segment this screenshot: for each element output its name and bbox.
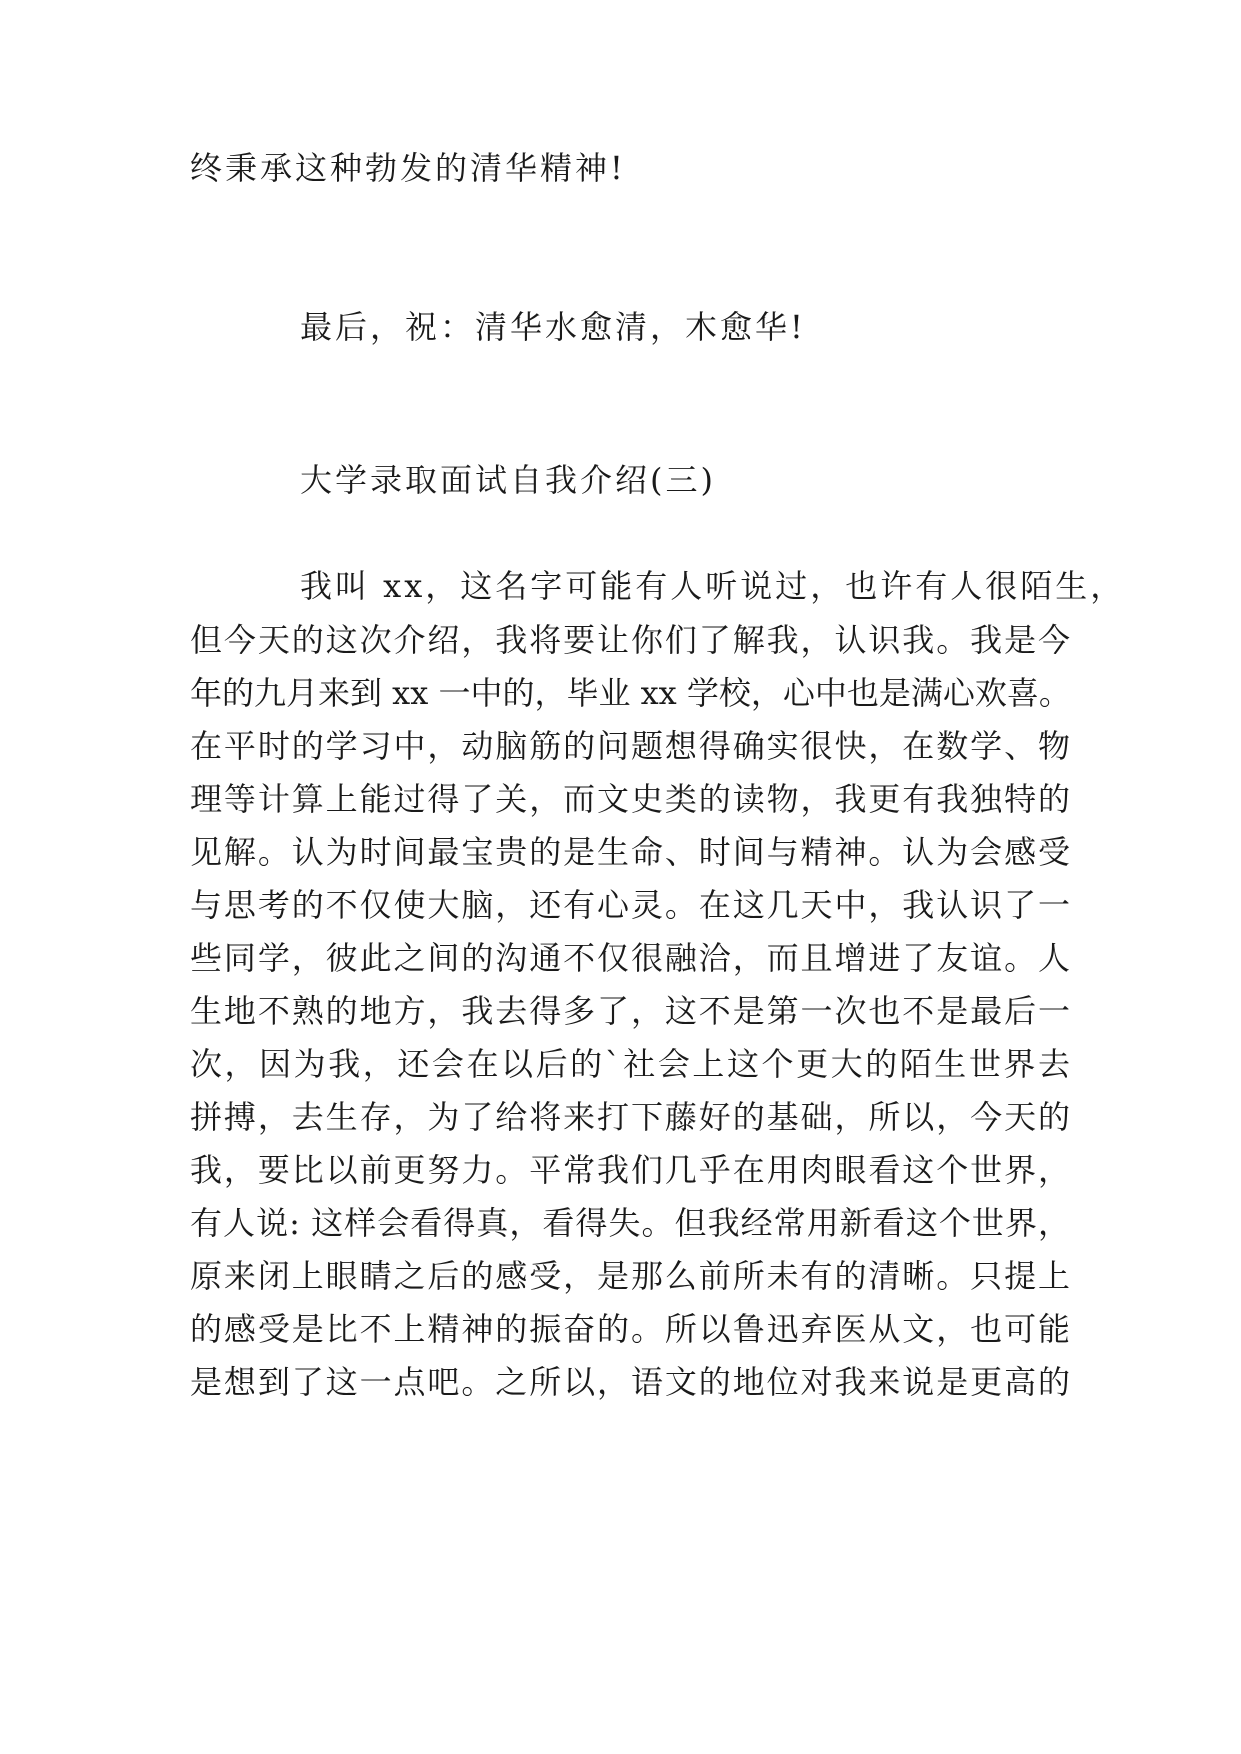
paragraph-line: 生地不熟的地方，我去得多了，这不是第一次也不是最后一 — [190, 992, 1070, 1030]
paragraph-line: 理等计算上能过得了关，而文史类的读物，我更有我独特的 — [190, 780, 1070, 818]
closing-line: 终秉承这种勃发的清华精神! — [190, 149, 626, 187]
section-title: 大学录取面试自我介绍(三) — [300, 461, 716, 499]
paragraph-line: 是想到了这一点吧。之所以，语文的地位对我来说是更高的 — [190, 1363, 1070, 1401]
paragraph-line: 有人说: 这样会看得真，看得失。但我经常用新看这个世界， — [190, 1204, 1070, 1242]
paragraph-line: 我，要比以前更努力。平常我们几乎在用肉眼看这个世界， — [190, 1151, 1070, 1189]
paragraph-line: 但今天的这次介绍，我将要让你们了解我，认识我。我是今 — [190, 621, 1070, 659]
paragraph-line: 次，因为我，还会在以后的`社会上这个更大的陌生世界去 — [190, 1045, 1070, 1083]
paragraph-line: 在平时的学习中，动脑筋的问题想得确实很快，在数学、物 — [190, 727, 1070, 765]
paragraph-line: 的感受是比不上精神的振奋的。所以鲁迅弃医从文，也可能 — [190, 1310, 1070, 1348]
paragraph-line: 些同学，彼此之间的沟通不仅很融洽，而且增进了友谊。人 — [190, 939, 1070, 977]
blessing-line: 最后，祝：清华水愈清，木愈华! — [300, 308, 806, 346]
paragraph-line: 原来闭上眼睛之后的感受，是那么前所未有的清晰。只提上 — [190, 1257, 1070, 1295]
paragraph-line: 年的九月来到 xx 一中的，毕业 xx 学校，心中也是满心欢喜。 — [190, 674, 1071, 712]
paragraph-line: 见解。认为时间最宝贵的是生命、时间与精神。认为会感受 — [190, 833, 1070, 871]
paragraph-line: 我叫 xx，这名字可能有人听说过，也许有人很陌生， — [300, 567, 1126, 605]
paragraph-line: 与思考的不仅使大脑，还有心灵。在这几天中，我认识了一 — [190, 886, 1070, 924]
paragraph-line: 拼搏，去生存，为了给将来打下藤好的基础，所以，今天的 — [190, 1098, 1070, 1136]
